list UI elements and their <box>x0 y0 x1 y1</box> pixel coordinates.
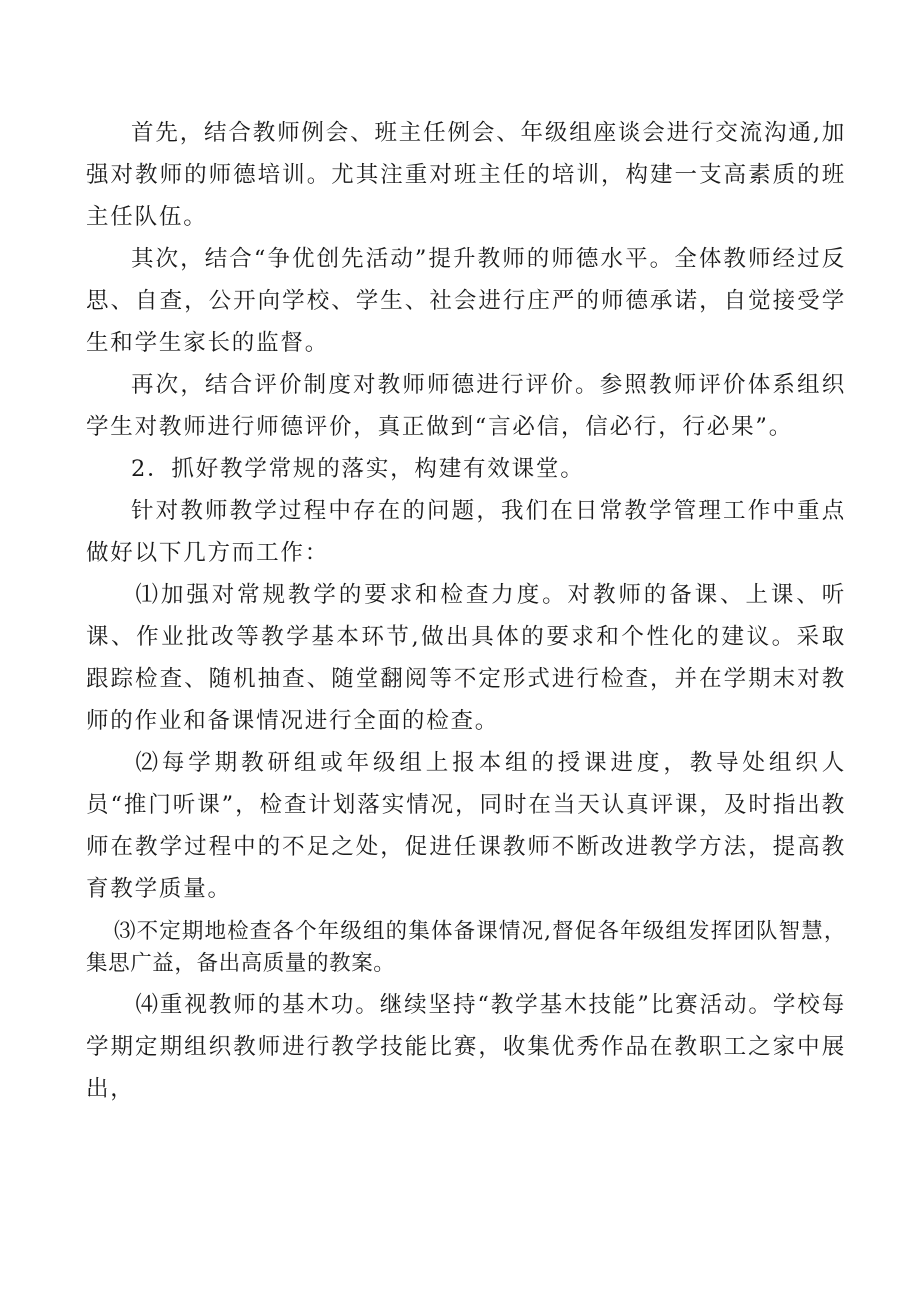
document-body <box>86 112 846 1110</box>
list-item-1: ⑴加强对常规教学的要求和检查力度。对教师的备课、上课、听课、作业批改等教学基本环节,做出具体的要求和个性化的建议。采取跟踪检查、随机抽查、随堂翻阅等不定形式进行检查，并在学期末对教师的作业和备课情况进行全面的检查。 <box>86 582 846 734</box>
paragraph-first: 首先，结合教师例会、班主任例会、年级组座谈会进行交流沟通,加强对教师的师德培训。尤其注重对班主任的培训，构建一支高素质的班主任队伍。 <box>86 120 846 230</box>
paragraph-intro: 针对教师教学过程中存在的问题，我们在日常教学管理工作中重点做好以下几方而工作： <box>86 498 846 566</box>
list-item-2: ⑵每学期教研组或年级组上报本组的授课进度，教导处组织人员“推门听课”，检查计划落实情况，同时在当天认真评课，及时指出教师在教学过程中的不足之处，促进任课教师不断改进教学方法，提高教育教学质量。 <box>86 750 846 902</box>
paragraph-third: 再次，结合评价制度对教师师德进行评价。参照教师评价体系组织学生对教师进行师德评价，真正做到“言必信，信必行，行必果”。 <box>86 372 846 440</box>
paragraph-second: 其次，结合“争优创先活动”提升教师的师德水平。全体教师经过反思、自查，公开向学校、学生、社会进行庄严的师德承诺，自觉接受学生和学生家长的监督。 <box>86 246 846 356</box>
list-item-3: ⑶不定期地检查各个年级组的集体备课情况,督促各年级组发挥团队智慧，集思广益，备出高质量的教案。 <box>86 919 846 976</box>
list-item-4: ⑷重视教师的基木功。继续坚持“教学基木技能”比赛活动。学校每学期定期组织教师进行教学技能比赛，收集优秀作品在教职工之家中展出， <box>86 992 846 1102</box>
section-heading-2: 2．抓好教学常规的落实，构建有效课堂。 <box>131 456 585 482</box>
